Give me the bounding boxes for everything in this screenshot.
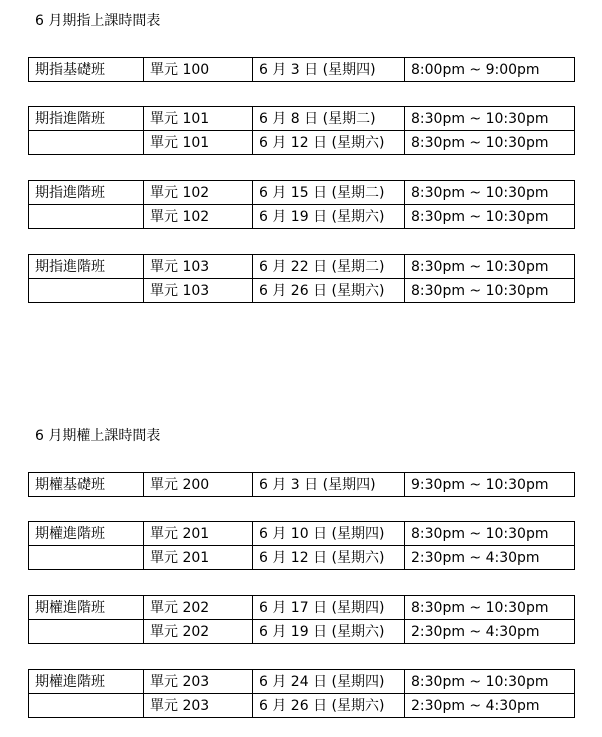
table-row [29, 694, 575, 718]
class-name-cell: 期權進階班 [29, 670, 144, 694]
unit-cell: 單元 202 [144, 596, 253, 620]
class-name-cell: 期權基礎班 [29, 473, 144, 497]
time-cell: 8:30pm ~ 10:30pm [405, 596, 575, 620]
futures-advanced-103-table [28, 254, 575, 303]
date-cell: 6 月 12 日 (星期六) [253, 131, 405, 155]
unit-cell: 單元 203 [144, 694, 253, 718]
time-cell: 8:30pm ~ 10:30pm [405, 107, 575, 131]
options-advanced-203-table [28, 669, 575, 718]
table-row [29, 522, 575, 546]
table-row [29, 181, 575, 205]
class-name-cell [29, 620, 144, 644]
unit-cell: 單元 101 [144, 107, 253, 131]
table-row [29, 546, 575, 570]
unit-cell: 單元 101 [144, 131, 253, 155]
table-row [29, 620, 575, 644]
date-cell: 6 月 19 日 (星期六) [253, 205, 405, 229]
time-cell: 8:30pm ~ 10:30pm [405, 279, 575, 303]
date-cell: 6 月 3 日 (星期四) [253, 473, 405, 497]
class-name-cell [29, 546, 144, 570]
table-row [29, 131, 575, 155]
time-cell: 8:30pm ~ 10:30pm [405, 205, 575, 229]
class-name-cell [29, 205, 144, 229]
time-cell: 9:30pm ~ 10:30pm [405, 473, 575, 497]
table-row [29, 670, 575, 694]
time-cell: 8:30pm ~ 10:30pm [405, 131, 575, 155]
class-name-cell: 期指進階班 [29, 255, 144, 279]
table-row [29, 279, 575, 303]
table-row [29, 205, 575, 229]
time-cell: 2:30pm ~ 4:30pm [405, 620, 575, 644]
time-cell: 2:30pm ~ 4:30pm [405, 546, 575, 570]
time-cell: 2:30pm ~ 4:30pm [405, 694, 575, 718]
futures-advanced-101-table [28, 106, 575, 155]
table-row [29, 107, 575, 131]
table-row [29, 58, 575, 82]
date-cell: 6 月 24 日 (星期四) [253, 670, 405, 694]
unit-cell: 單元 201 [144, 546, 253, 570]
date-cell: 6 月 12 日 (星期六) [253, 546, 405, 570]
date-cell: 6 月 22 日 (星期二) [253, 255, 405, 279]
class-name-cell: 期指進階班 [29, 107, 144, 131]
date-cell: 6 月 10 日 (星期四) [253, 522, 405, 546]
time-cell: 8:00pm ~ 9:00pm [405, 58, 575, 82]
date-cell: 6 月 15 日 (星期二) [253, 181, 405, 205]
time-cell: 8:30pm ~ 10:30pm [405, 181, 575, 205]
unit-cell: 單元 102 [144, 181, 253, 205]
class-name-cell: 期權進階班 [29, 522, 144, 546]
table-row [29, 255, 575, 279]
time-cell: 8:30pm ~ 10:30pm [405, 522, 575, 546]
class-name-cell [29, 279, 144, 303]
class-name-cell: 期權進階班 [29, 596, 144, 620]
unit-cell: 單元 203 [144, 670, 253, 694]
unit-cell: 單元 201 [144, 522, 253, 546]
date-cell: 6 月 17 日 (星期四) [253, 596, 405, 620]
options-advanced-202-table [28, 595, 575, 644]
class-name-cell [29, 131, 144, 155]
unit-cell: 單元 202 [144, 620, 253, 644]
table-row [29, 473, 575, 497]
options-schedule-title: 6 月期權上課時間表 [35, 428, 161, 444]
table-row [29, 596, 575, 620]
unit-cell: 單元 103 [144, 279, 253, 303]
date-cell: 6 月 3 日 (星期四) [253, 58, 405, 82]
unit-cell: 單元 102 [144, 205, 253, 229]
options-advanced-201-table [28, 521, 575, 570]
date-cell: 6 月 19 日 (星期六) [253, 620, 405, 644]
time-cell: 8:30pm ~ 10:30pm [405, 255, 575, 279]
unit-cell: 單元 103 [144, 255, 253, 279]
futures-schedule-title: 6 月期指上課時間表 [35, 13, 161, 29]
unit-cell: 單元 200 [144, 473, 253, 497]
class-name-cell [29, 694, 144, 718]
class-name-cell: 期指進階班 [29, 181, 144, 205]
futures-basic-table [28, 57, 575, 82]
date-cell: 6 月 8 日 (星期二) [253, 107, 405, 131]
unit-cell: 單元 100 [144, 58, 253, 82]
class-name-cell: 期指基礎班 [29, 58, 144, 82]
date-cell: 6 月 26 日 (星期六) [253, 694, 405, 718]
date-cell: 6 月 26 日 (星期六) [253, 279, 405, 303]
futures-advanced-102-table [28, 180, 575, 229]
options-basic-table [28, 472, 575, 497]
time-cell: 8:30pm ~ 10:30pm [405, 670, 575, 694]
